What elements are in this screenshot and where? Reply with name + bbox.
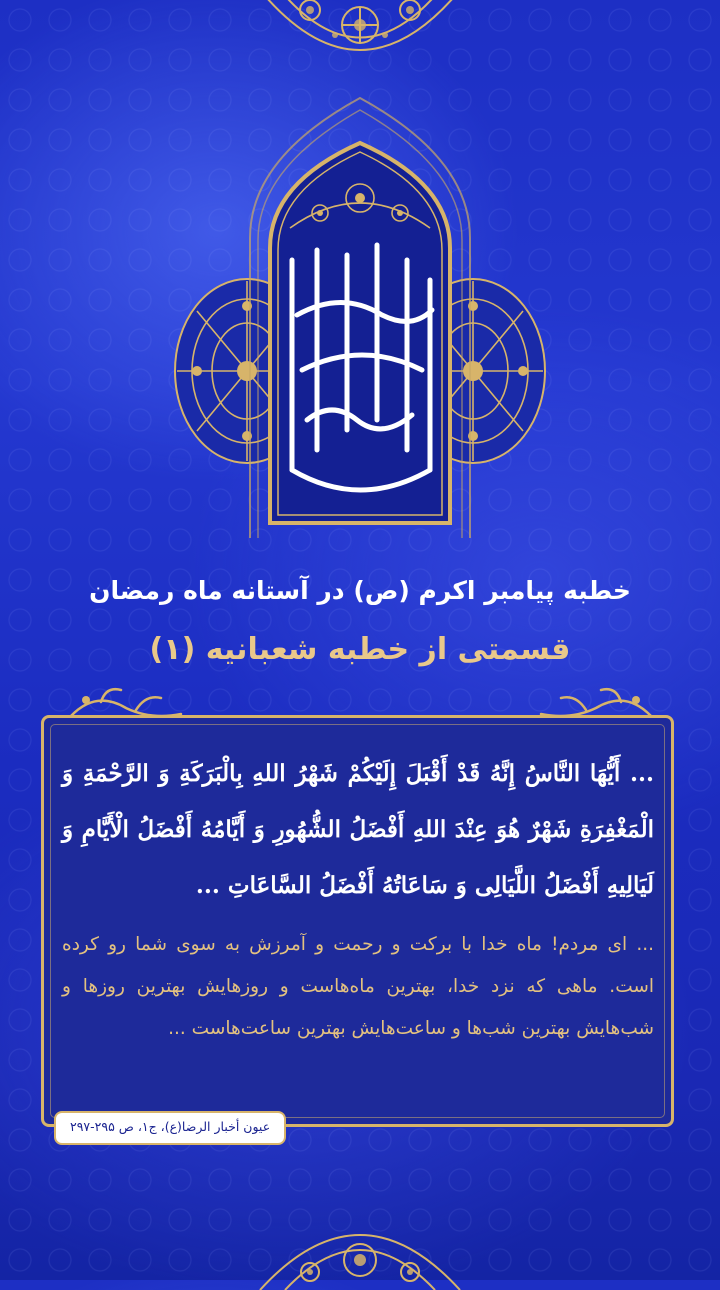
bottom-arabesque-ornament	[250, 1210, 470, 1290]
source-reference-badge: عیون أخبار الرضا(ع)، ج۱، ص ۲۹۵-۲۹۷	[54, 1111, 286, 1145]
poster-title: خطبه پیامبر اکرم (ص) در آستانه ماه رمضان	[89, 576, 631, 605]
poster-subtitle: قسمتی از خطبه شعبانیه (۱)	[149, 632, 571, 667]
crescent-moon-icon	[138, 38, 248, 168]
gold-flourish-icon	[536, 680, 656, 720]
top-arabesque-ornament	[250, 0, 470, 80]
hadith-text-panel	[41, 715, 674, 1127]
gold-flourish-icon	[66, 680, 186, 720]
persian-translation-text: ... ای مردم! ماه خدا با برکت و رحمت و آمرزش به سوی شما رو کرده است. ماهی که نزد خدا، بهترین ماه‌هاست و روزهایش بهترین روزها و شب‌هایش بهترین شب‌ها و ساعت‌هایش بهترین ساعت‌هاست ...	[62, 934, 654, 1039]
arabic-hadith-text: ... أَیُّهَا النَّاسُ إِنَّهُ قَدْ أَقْبَلَ إِلَیْکُمْ شَهْرُ اللهِ بِالْبَرَکَةِ وَ الرَّحْمَةِ وَ الْمَغْفِرَةِ شَهْرٌ هُوَ عِنْدَ اللهِ أَفْضَلُ الشُّهُورِ وَ أَیَّامُهُ أَفْضَلُ الْأَیَّامِ وَ لَیَالِیهِ أَفْضَلُ اللَّیَالِی وَ سَاعَاتُهُ أَفْضَلُ السَّاعَاتِ ...	[62, 760, 654, 899]
calligraphy-artwork	[272, 220, 448, 520]
